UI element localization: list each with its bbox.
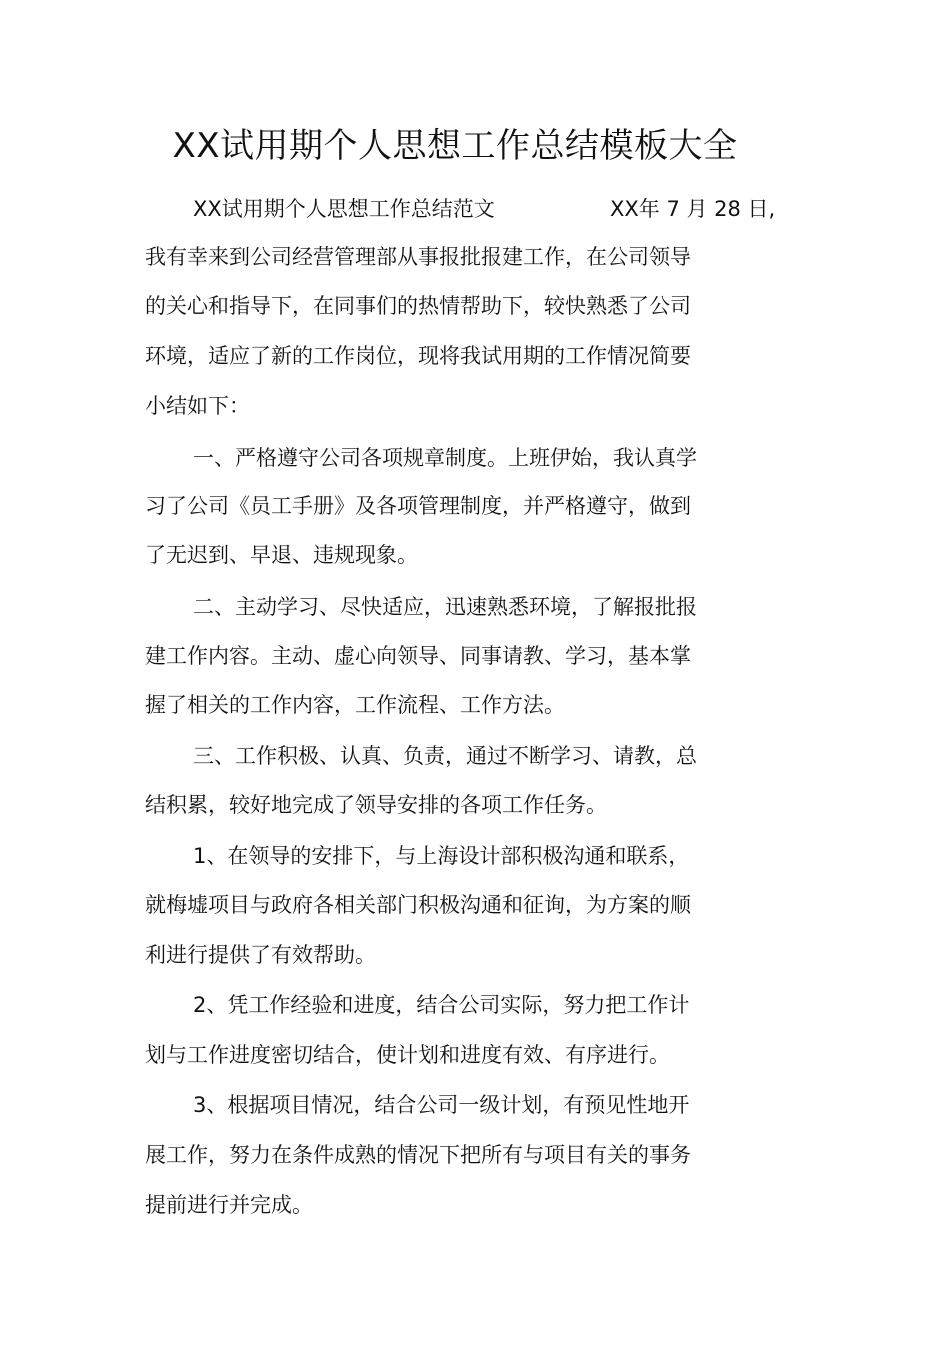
paragraph-line: 小结如下： xyxy=(145,394,250,418)
paragraph-line: 结积累，较好地完成了领导安排的各项工作任务。 xyxy=(145,793,607,817)
document-title: XX试用期个人思想工作总结模板大全 xyxy=(172,126,738,166)
document-subtitle: XX试用期个人思想工作总结范文 xyxy=(193,197,495,221)
paragraph-line: 的关心和指导下，在同事们的热情帮助下，较快熟悉了公司 xyxy=(145,294,691,318)
paragraph-line: 划与工作进度密切结合，使计划和进度有效、有序进行。 xyxy=(145,1043,670,1067)
paragraph-line: 展工作，努力在条件成熟的情况下把所有与项目有关的事务 xyxy=(145,1143,691,1167)
paragraph-line: 就梅墟项目与政府各相关部门积极沟通和征询，为方案的顺 xyxy=(145,893,691,917)
paragraph-line: 了无迟到、早退、违规现象。 xyxy=(145,543,418,567)
paragraph-line: 3、根据项目情况，结合公司一级计划，有预见性地开 xyxy=(193,1093,690,1117)
paragraph-line: 环境，适应了新的工作岗位，现将我试用期的工作情况简要 xyxy=(145,344,691,368)
paragraph-line: 三、工作积极、认真、负责，通过不断学习、请教，总 xyxy=(193,744,697,768)
paragraph-line: 1、在领导的安排下，与上海设计部积极沟通和联系， xyxy=(193,844,690,868)
paragraph-line: 习了公司《员工手册》及各项管理制度，并严格遵守，做到 xyxy=(145,494,691,518)
paragraph-line: 握了相关的工作内容，工作流程、工作方法。 xyxy=(145,693,565,717)
paragraph-line: 建工作内容。主动、虚心向领导、同事请教、学习，基本掌 xyxy=(145,644,691,668)
paragraph-line: 提前进行并完成。 xyxy=(145,1193,313,1217)
paragraph-line: 我有幸来到公司经营管理部从事报批报建工作，在公司领导 xyxy=(145,245,691,269)
paragraph-line: 二、主动学习、尽快适应，迅速熟悉环境，了解报批报 xyxy=(193,595,697,619)
document-date: XX年 7 月 28 日, xyxy=(610,197,776,221)
paragraph-line: 利进行提供了有效帮助。 xyxy=(145,943,376,967)
paragraph-line: 2、凭工作经验和进度，结合公司实际，努力把工作计 xyxy=(193,993,690,1017)
paragraph-line: 一、严格遵守公司各项规章制度。上班伊始，我认真学 xyxy=(193,446,697,470)
